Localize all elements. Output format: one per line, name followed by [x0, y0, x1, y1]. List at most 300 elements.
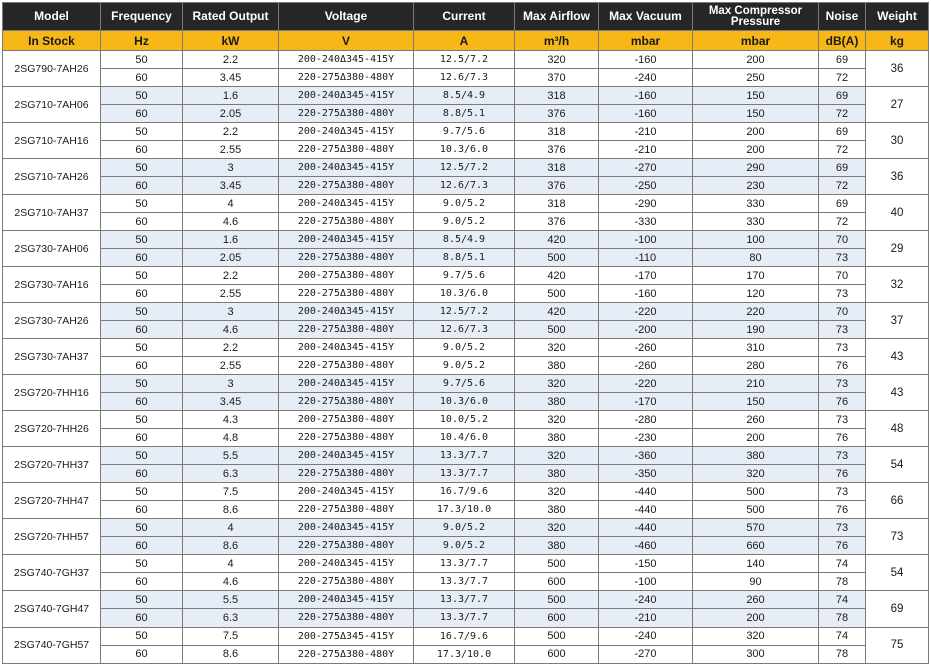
voltage-cell: 200-240Δ345-415Y — [279, 303, 414, 321]
noise-cell: 76 — [819, 465, 866, 483]
voltage-cell: 200-240Δ345-415Y — [279, 51, 414, 69]
pressure-cell: 200 — [693, 123, 819, 141]
model-cell: 2SG740-7GH47 — [3, 591, 101, 627]
airflow-cell: 376 — [515, 141, 599, 159]
voltage-cell: 220-275Δ380-480Y — [279, 501, 414, 519]
voltage-cell: 200-240Δ345-415Y — [279, 195, 414, 213]
pressure-cell: 210 — [693, 375, 819, 393]
voltage-cell: 220-275Δ380-480Y — [279, 429, 414, 447]
voltage-cell: 220-275Δ380-480Y — [279, 285, 414, 303]
header-max-airflow: Max Airflow — [515, 3, 599, 31]
frequency-cell: 50 — [101, 627, 183, 645]
frequency-cell: 50 — [101, 303, 183, 321]
frequency-cell: 60 — [101, 105, 183, 123]
voltage-cell: 220-275Δ380-480Y — [279, 69, 414, 87]
pressure-cell: 330 — [693, 195, 819, 213]
weight-cell: 66 — [866, 483, 929, 519]
unit-current: A — [414, 31, 515, 51]
airflow-cell: 376 — [515, 177, 599, 195]
rated-output-cell: 3.45 — [183, 177, 279, 195]
rated-output-cell: 3.45 — [183, 393, 279, 411]
rated-output-cell: 4.8 — [183, 429, 279, 447]
pressure-cell: 570 — [693, 519, 819, 537]
airflow-cell: 318 — [515, 195, 599, 213]
current-cell: 13.3/7.7 — [414, 609, 515, 627]
frequency-cell: 60 — [101, 213, 183, 231]
unit-voltage: V — [279, 31, 414, 51]
rated-output-cell: 2.2 — [183, 339, 279, 357]
pressure-cell: 290 — [693, 159, 819, 177]
model-cell: 2SG710-7AH16 — [3, 123, 101, 159]
weight-cell: 73 — [866, 519, 929, 555]
voltage-cell: 200-240Δ345-415Y — [279, 375, 414, 393]
model-cell: 2SG710-7AH37 — [3, 195, 101, 231]
table-row — [3, 429, 929, 447]
pressure-cell: 250 — [693, 69, 819, 87]
frequency-cell: 60 — [101, 357, 183, 375]
pressure-cell: 500 — [693, 501, 819, 519]
pressure-cell: 140 — [693, 555, 819, 573]
frequency-cell: 50 — [101, 231, 183, 249]
rated-output-cell: 5.5 — [183, 447, 279, 465]
table-row — [3, 321, 929, 339]
voltage-cell: 200-240Δ345-415Y — [279, 519, 414, 537]
noise-cell: 76 — [819, 357, 866, 375]
vacuum-cell: -440 — [599, 519, 693, 537]
airflow-cell: 320 — [515, 375, 599, 393]
voltage-cell: 200-240Δ345-415Y — [279, 591, 414, 609]
frequency-cell: 50 — [101, 519, 183, 537]
table-row — [3, 105, 929, 123]
current-cell: 13.3/7.7 — [414, 465, 515, 483]
weight-cell: 30 — [866, 123, 929, 159]
weight-cell: 37 — [866, 303, 929, 339]
unit-max-compressor-pressure: mbar — [693, 31, 819, 51]
frequency-cell: 60 — [101, 177, 183, 195]
model-cell: 2SG710-7AH26 — [3, 159, 101, 195]
airflow-cell: 500 — [515, 627, 599, 645]
noise-cell: 69 — [819, 51, 866, 69]
frequency-cell: 50 — [101, 267, 183, 285]
airflow-cell: 376 — [515, 105, 599, 123]
current-cell: 9.0/5.2 — [414, 537, 515, 555]
airflow-cell: 420 — [515, 267, 599, 285]
vacuum-cell: -330 — [599, 213, 693, 231]
rated-output-cell: 2.2 — [183, 267, 279, 285]
vacuum-cell: -250 — [599, 177, 693, 195]
voltage-cell: 200-240Δ345-415Y — [279, 339, 414, 357]
model-cell: 2SG730-7AH37 — [3, 339, 101, 375]
noise-cell: 72 — [819, 213, 866, 231]
current-cell: 12.5/7.2 — [414, 51, 515, 69]
vacuum-cell: -220 — [599, 375, 693, 393]
model-cell: 2SG720-7HH16 — [3, 375, 101, 411]
unit-weight: kg — [866, 31, 929, 51]
voltage-cell: 220-275Δ380-480Y — [279, 573, 414, 591]
pressure-cell: 200 — [693, 51, 819, 69]
rated-output-cell: 7.5 — [183, 483, 279, 501]
current-cell: 9.0/5.2 — [414, 357, 515, 375]
airflow-cell: 320 — [515, 483, 599, 501]
weight-cell: 43 — [866, 339, 929, 375]
header-max-compressor-pressure: Max Compressor Pressure — [693, 3, 819, 31]
rated-output-cell: 2.05 — [183, 105, 279, 123]
noise-cell: 72 — [819, 105, 866, 123]
model-cell: 2SG720-7HH26 — [3, 411, 101, 447]
voltage-cell: 200-240Δ345-415Y — [279, 231, 414, 249]
pressure-cell: 120 — [693, 285, 819, 303]
rated-output-cell: 4.3 — [183, 411, 279, 429]
table-row — [3, 231, 929, 249]
airflow-cell: 600 — [515, 645, 599, 663]
frequency-cell: 50 — [101, 339, 183, 357]
pressure-cell: 260 — [693, 591, 819, 609]
current-cell: 13.3/7.7 — [414, 555, 515, 573]
rated-output-cell: 3 — [183, 303, 279, 321]
vacuum-cell: -200 — [599, 321, 693, 339]
pressure-cell: 200 — [693, 429, 819, 447]
unit-frequency: Hz — [101, 31, 183, 51]
voltage-cell: 220-275Δ380-480Y — [279, 393, 414, 411]
rated-output-cell: 2.55 — [183, 357, 279, 375]
vacuum-cell: -160 — [599, 285, 693, 303]
rated-output-cell: 3 — [183, 159, 279, 177]
table-row — [3, 555, 929, 573]
frequency-cell: 60 — [101, 465, 183, 483]
rated-output-cell: 6.3 — [183, 609, 279, 627]
vacuum-cell: -240 — [599, 627, 693, 645]
airflow-cell: 500 — [515, 321, 599, 339]
rated-output-cell: 6.3 — [183, 465, 279, 483]
table-row — [3, 465, 929, 483]
pressure-cell: 220 — [693, 303, 819, 321]
rated-output-cell: 4 — [183, 195, 279, 213]
table-row — [3, 123, 929, 141]
rated-output-cell: 2.55 — [183, 141, 279, 159]
current-cell: 16.7/9.6 — [414, 627, 515, 645]
model-cell: 2SG740-7GH37 — [3, 555, 101, 591]
airflow-cell: 318 — [515, 87, 599, 105]
model-cell: 2SG720-7HH37 — [3, 447, 101, 483]
pressure-cell: 150 — [693, 87, 819, 105]
rated-output-cell: 8.6 — [183, 537, 279, 555]
pressure-cell: 170 — [693, 267, 819, 285]
voltage-cell: 220-275Δ380-480Y — [279, 249, 414, 267]
frequency-cell: 60 — [101, 501, 183, 519]
rated-output-cell: 8.6 — [183, 645, 279, 663]
table-row — [3, 519, 929, 537]
model-cell: 2SG720-7HH47 — [3, 483, 101, 519]
vacuum-cell: -110 — [599, 249, 693, 267]
weight-cell: 29 — [866, 231, 929, 267]
table-row — [3, 285, 929, 303]
pressure-cell: 380 — [693, 447, 819, 465]
spec-body — [3, 51, 929, 664]
rated-output-cell: 2.2 — [183, 51, 279, 69]
vacuum-cell: -100 — [599, 231, 693, 249]
airflow-cell: 600 — [515, 609, 599, 627]
model-cell: 2SG790-7AH26 — [3, 51, 101, 87]
frequency-cell: 50 — [101, 159, 183, 177]
pressure-cell: 320 — [693, 465, 819, 483]
frequency-cell: 50 — [101, 87, 183, 105]
voltage-cell: 220-275Δ380-480Y — [279, 177, 414, 195]
pressure-cell: 260 — [693, 411, 819, 429]
noise-cell: 76 — [819, 429, 866, 447]
airflow-cell: 500 — [515, 285, 599, 303]
voltage-cell: 220-275Δ380-480Y — [279, 645, 414, 663]
table-row — [3, 537, 929, 555]
table-row — [3, 339, 929, 357]
vacuum-cell: -260 — [599, 357, 693, 375]
current-cell: 13.3/7.7 — [414, 447, 515, 465]
pressure-cell: 280 — [693, 357, 819, 375]
current-cell: 9.0/5.2 — [414, 519, 515, 537]
airflow-cell: 370 — [515, 69, 599, 87]
rated-output-cell: 4.6 — [183, 321, 279, 339]
frequency-cell: 60 — [101, 141, 183, 159]
unit-max-vacuum: mbar — [599, 31, 693, 51]
pressure-cell: 190 — [693, 321, 819, 339]
table-row — [3, 87, 929, 105]
unit-max-airflow: m³/h — [515, 31, 599, 51]
rated-output-cell: 3.45 — [183, 69, 279, 87]
airflow-cell: 320 — [515, 51, 599, 69]
pressure-cell: 310 — [693, 339, 819, 357]
unit-rated-output: kW — [183, 31, 279, 51]
vacuum-cell: -160 — [599, 51, 693, 69]
model-cell: 2SG720-7HH57 — [3, 519, 101, 555]
current-cell: 12.6/7.3 — [414, 321, 515, 339]
pressure-cell: 80 — [693, 249, 819, 267]
noise-cell: 74 — [819, 555, 866, 573]
rated-output-cell: 2.05 — [183, 249, 279, 267]
voltage-cell: 220-275Δ380-480Y — [279, 465, 414, 483]
table-row — [3, 213, 929, 231]
table-row — [3, 159, 929, 177]
frequency-cell: 60 — [101, 285, 183, 303]
vacuum-cell: -270 — [599, 645, 693, 663]
current-cell: 8.5/4.9 — [414, 87, 515, 105]
vacuum-cell: -240 — [599, 69, 693, 87]
noise-cell: 78 — [819, 573, 866, 591]
noise-cell: 70 — [819, 231, 866, 249]
airflow-cell: 320 — [515, 411, 599, 429]
header-frequency: Frequency — [101, 3, 183, 31]
vacuum-cell: -210 — [599, 141, 693, 159]
table-row — [3, 483, 929, 501]
header-voltage: Voltage — [279, 3, 414, 31]
model-cell: 2SG730-7AH06 — [3, 231, 101, 267]
current-cell: 10.3/6.0 — [414, 285, 515, 303]
airflow-cell: 500 — [515, 249, 599, 267]
noise-cell: 73 — [819, 321, 866, 339]
vacuum-cell: -460 — [599, 537, 693, 555]
pressure-cell: 150 — [693, 105, 819, 123]
voltage-cell: 200-240Δ345-415Y — [279, 87, 414, 105]
vacuum-cell: -440 — [599, 483, 693, 501]
current-cell: 13.3/7.7 — [414, 573, 515, 591]
rated-output-cell: 7.5 — [183, 627, 279, 645]
current-cell: 9.7/5.6 — [414, 267, 515, 285]
airflow-cell: 420 — [515, 303, 599, 321]
voltage-cell: 200-240Δ345-415Y — [279, 123, 414, 141]
voltage-cell: 220-275Δ380-480Y — [279, 321, 414, 339]
frequency-cell: 50 — [101, 411, 183, 429]
noise-cell: 69 — [819, 123, 866, 141]
noise-cell: 74 — [819, 627, 866, 645]
frequency-cell: 50 — [101, 375, 183, 393]
noise-cell: 73 — [819, 411, 866, 429]
vacuum-cell: -360 — [599, 447, 693, 465]
model-cell: 2SG740-7GH57 — [3, 627, 101, 664]
vacuum-cell: -270 — [599, 159, 693, 177]
pressure-cell: 300 — [693, 645, 819, 663]
frequency-cell: 50 — [101, 483, 183, 501]
rated-output-cell: 8.6 — [183, 501, 279, 519]
frequency-cell: 50 — [101, 447, 183, 465]
table-row — [3, 627, 929, 645]
voltage-cell: 200-275Δ380-480Y — [279, 267, 414, 285]
model-cell: 2SG730-7AH26 — [3, 303, 101, 339]
weight-cell: 69 — [866, 591, 929, 627]
table-row — [3, 357, 929, 375]
current-cell: 12.5/7.2 — [414, 303, 515, 321]
frequency-cell: 50 — [101, 51, 183, 69]
table-row — [3, 501, 929, 519]
table-row — [3, 267, 929, 285]
table-row — [3, 177, 929, 195]
rated-output-cell: 5.5 — [183, 591, 279, 609]
frequency-cell: 60 — [101, 321, 183, 339]
table-row — [3, 609, 929, 627]
rated-output-cell: 4 — [183, 555, 279, 573]
voltage-cell: 220-275Δ380-480Y — [279, 213, 414, 231]
frequency-cell: 50 — [101, 123, 183, 141]
table-row — [3, 591, 929, 609]
vacuum-cell: -170 — [599, 267, 693, 285]
noise-cell: 72 — [819, 69, 866, 87]
current-cell: 12.6/7.3 — [414, 177, 515, 195]
pressure-cell: 500 — [693, 483, 819, 501]
noise-cell: 72 — [819, 141, 866, 159]
noise-cell: 70 — [819, 303, 866, 321]
airflow-cell: 380 — [515, 465, 599, 483]
header-weight: Weight — [866, 3, 929, 31]
pressure-cell: 660 — [693, 537, 819, 555]
table-row — [3, 195, 929, 213]
current-cell: 17.3/10.0 — [414, 501, 515, 519]
frequency-cell: 50 — [101, 195, 183, 213]
unit-model: In Stock — [3, 31, 101, 51]
vacuum-cell: -260 — [599, 339, 693, 357]
current-cell: 9.0/5.2 — [414, 195, 515, 213]
airflow-cell: 380 — [515, 393, 599, 411]
current-cell: 12.6/7.3 — [414, 69, 515, 87]
current-cell: 9.0/5.2 — [414, 213, 515, 231]
table-row — [3, 249, 929, 267]
vacuum-cell: -350 — [599, 465, 693, 483]
airflow-cell: 320 — [515, 339, 599, 357]
frequency-cell: 50 — [101, 591, 183, 609]
rated-output-cell: 4.6 — [183, 213, 279, 231]
vacuum-cell: -440 — [599, 501, 693, 519]
voltage-cell: 220-275Δ380-480Y — [279, 105, 414, 123]
weight-cell: 54 — [866, 555, 929, 591]
model-cell: 2SG710-7AH06 — [3, 87, 101, 123]
noise-cell: 69 — [819, 195, 866, 213]
pressure-cell: 150 — [693, 393, 819, 411]
frequency-cell: 60 — [101, 645, 183, 663]
table-row — [3, 411, 929, 429]
frequency-cell: 60 — [101, 537, 183, 555]
table-row — [3, 375, 929, 393]
weight-cell: 75 — [866, 627, 929, 664]
pressure-cell: 330 — [693, 213, 819, 231]
frequency-cell: 60 — [101, 609, 183, 627]
current-cell: 12.5/7.2 — [414, 159, 515, 177]
airflow-cell: 320 — [515, 447, 599, 465]
table-row — [3, 303, 929, 321]
vacuum-cell: -210 — [599, 123, 693, 141]
airflow-cell: 380 — [515, 357, 599, 375]
current-cell: 16.7/9.6 — [414, 483, 515, 501]
airflow-cell: 318 — [515, 159, 599, 177]
current-cell: 10.0/5.2 — [414, 411, 515, 429]
frequency-cell: 60 — [101, 249, 183, 267]
weight-cell: 32 — [866, 267, 929, 303]
frequency-cell: 60 — [101, 393, 183, 411]
noise-cell: 70 — [819, 267, 866, 285]
frequency-cell: 60 — [101, 429, 183, 447]
voltage-cell: 200-240Δ345-415Y — [279, 483, 414, 501]
noise-cell: 73 — [819, 285, 866, 303]
voltage-cell: 200-275Δ380-480Y — [279, 411, 414, 429]
rated-output-cell: 1.6 — [183, 231, 279, 249]
header-model: Model — [3, 3, 101, 31]
pressure-cell: 200 — [693, 609, 819, 627]
rated-output-cell: 4 — [183, 519, 279, 537]
weight-cell: 27 — [866, 87, 929, 123]
noise-cell: 72 — [819, 177, 866, 195]
header-noise: Noise — [819, 3, 866, 31]
airflow-cell: 420 — [515, 231, 599, 249]
rated-output-cell: 3 — [183, 375, 279, 393]
current-cell: 13.3/7.7 — [414, 591, 515, 609]
vacuum-cell: -150 — [599, 555, 693, 573]
pressure-cell: 230 — [693, 177, 819, 195]
vacuum-cell: -280 — [599, 411, 693, 429]
weight-cell: 48 — [866, 411, 929, 447]
vacuum-cell: -290 — [599, 195, 693, 213]
noise-cell: 69 — [819, 159, 866, 177]
noise-cell: 76 — [819, 537, 866, 555]
current-cell: 8.8/5.1 — [414, 249, 515, 267]
header-current: Current — [414, 3, 515, 31]
vacuum-cell: -170 — [599, 393, 693, 411]
rated-output-cell: 2.55 — [183, 285, 279, 303]
table-row — [3, 573, 929, 591]
model-cell: 2SG730-7AH16 — [3, 267, 101, 303]
voltage-cell: 200-275Δ345-415Y — [279, 627, 414, 645]
vacuum-cell: -210 — [599, 609, 693, 627]
voltage-cell: 220-275Δ380-480Y — [279, 609, 414, 627]
weight-cell: 36 — [866, 159, 929, 195]
current-cell: 10.4/6.0 — [414, 429, 515, 447]
table-row — [3, 645, 929, 663]
airflow-cell: 500 — [515, 555, 599, 573]
noise-cell: 74 — [819, 591, 866, 609]
